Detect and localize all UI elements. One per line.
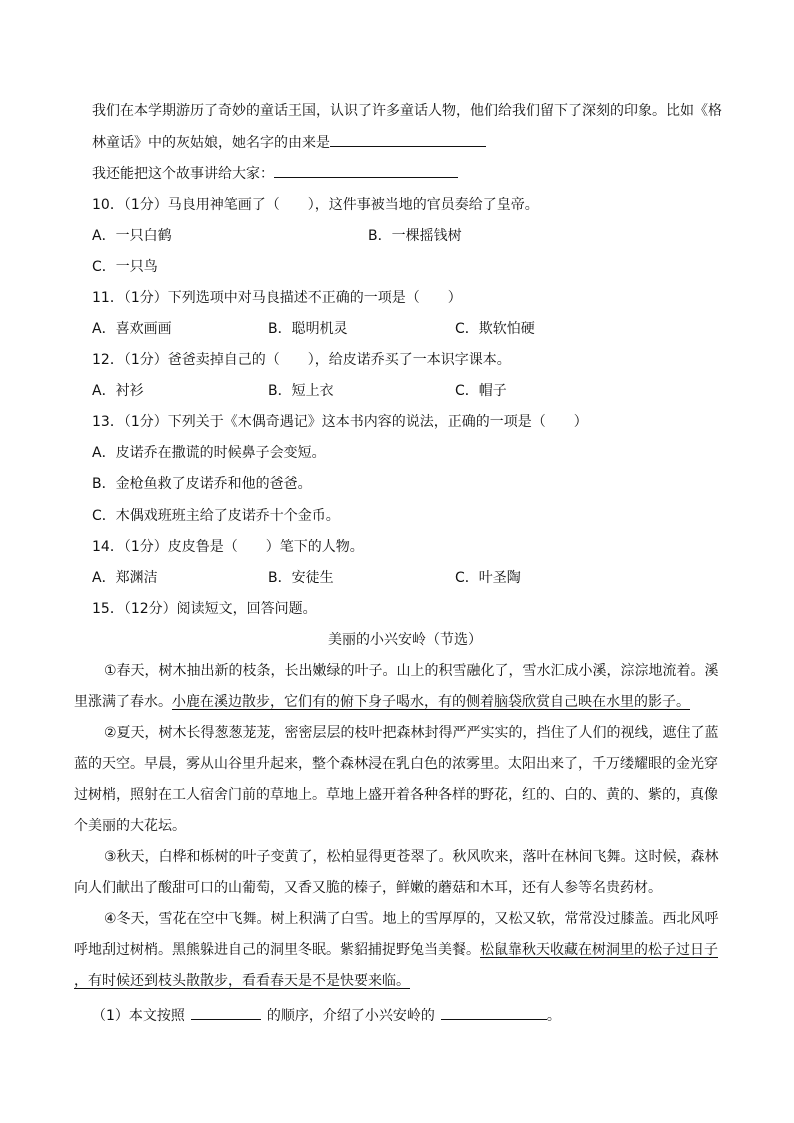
intro-line-2-text: 林童话》中的灰姑娘，她名字的由来是 xyxy=(92,135,330,151)
question-12-option-a: A．衬衫 xyxy=(92,383,144,399)
question-14-option-b: B．安徒生 xyxy=(268,570,334,586)
sub-question-text-b: 的顺序，介绍了小兴安岭的 xyxy=(266,1008,435,1024)
intro-line-3 xyxy=(92,163,458,184)
passage-p2-line-3: 过树梢，照射在工人宿舍门前的草地上。草地上盛开着各种各样的野花，红的、白的、黄的、紫的，真像 xyxy=(74,787,718,803)
question-10-option-c: C．一只鸟 xyxy=(92,259,158,275)
passage-p1-line-1: ①春天，树木抽出新的枝条，长出嫩绿的叶子。山上的积雪融化了，雪水汇成小溪，淙淙地流着。溪 xyxy=(104,663,719,679)
answer-blank xyxy=(191,1005,261,1020)
intro-line-2 xyxy=(92,132,486,153)
passage-title: 美丽的小兴安岭（节选） xyxy=(328,632,482,648)
question-10-option-a: A．一只白鹤 xyxy=(92,228,172,244)
passage-p4-line-2 xyxy=(74,940,718,960)
passage-p4-line-1: ④冬天，雪花在空中飞舞。树上积满了白雪。地上的雪厚厚的，又松又软，常常没过膝盖。西北风呼 xyxy=(104,911,719,927)
answer-blank xyxy=(330,132,486,147)
passage-p1-text: 里涨满了春水。 xyxy=(74,694,172,710)
passage-p2-line-2: 蓝的天空。早晨，雾从山谷里升起来，整个森林浸在乳白色的浓雾里。太阳出来了，千万缕耀眼的金光穿 xyxy=(74,756,718,772)
question-14-option-a: A．郑渊洁 xyxy=(92,570,158,586)
question-13-option-c: C．木偶戏班班主给了皮诺乔十个金币。 xyxy=(92,508,340,524)
question-14-option-c: C．叶圣陶 xyxy=(455,570,521,586)
answer-blank xyxy=(441,1005,547,1020)
passage-p3-line-2: 向人们献出了酸甜可口的山葡萄，又香又脆的榛子，鲜嫩的蘑菇和木耳，还有人参等名贵药材。 xyxy=(74,880,662,896)
question-13-stem: 13．（1分）下列关于《木偶奇遇记》这本书内容的说法，正确的一项是（ ） xyxy=(92,414,588,430)
passage-p4-text: 呼地刮过树梢。黑熊躲进自己的洞里冬眠。紫貂捕捉野兔当美餐。 xyxy=(74,942,480,958)
passage-p1-line-2 xyxy=(74,692,690,712)
question-11-option-a: A．喜欢画画 xyxy=(92,321,172,337)
question-12-option-c: C．帽子 xyxy=(455,383,507,399)
answer-blank xyxy=(274,163,458,178)
question-11-option-b: B．聪明机灵 xyxy=(268,321,348,337)
underlined-sentence: ，有时候还到枝头散散步，看看春天是不是快要来临。 xyxy=(74,973,410,989)
sub-question-1 xyxy=(92,1005,561,1026)
passage-p2-line-1: ②夏天，树木长得葱葱茏茏，密密层层的枝叶把森林封得严严实实的，挡住了人们的视线，遮住了蓝 xyxy=(104,725,719,741)
passage-p4-line-3 xyxy=(74,971,410,991)
intro-line-1: 我们在本学期游历了奇妙的童话王国，认识了许多童话人物，他们给我们留下了深刻的印象。比如《格 xyxy=(92,103,722,119)
question-12-stem: 12．（1分）爸爸卖掉自己的（ ），给皮诺乔买了一本识字课本。 xyxy=(92,352,511,368)
passage-p3-line-1: ③秋天，白桦和栎树的叶子变黄了，松柏显得更苍翠了。秋风吹来，落叶在林间飞舞。这时候，森林 xyxy=(104,849,719,865)
question-10-stem: 10．（1分）马良用神笔画了（ ），这件事被当地的官员奏给了皇帝。 xyxy=(92,197,539,213)
question-15-stem: 15．（12分）阅读短文，回答问题。 xyxy=(92,601,317,617)
underlined-sentence: 小鹿在溪边散步，它们有的俯下身子喝水，有的侧着脑袋欣赏自己映在水里的影子。 xyxy=(172,694,690,710)
question-11-stem: 11．（1分）下列选项中对马良描述不正确的一项是（ ） xyxy=(92,290,462,306)
question-11-option-c: C．欺软怕硬 xyxy=(455,321,535,337)
passage-p2-line-4: 个美丽的大花坛。 xyxy=(74,818,186,834)
question-14-stem: 14．（1分）皮皮鲁是（ ）笔下的人物。 xyxy=(92,539,364,555)
question-12-option-b: B．短上衣 xyxy=(268,383,334,399)
sub-question-text-a: （1）本文按照 xyxy=(92,1008,185,1024)
sub-question-text-c: 。 xyxy=(546,1008,561,1024)
question-10-option-b: B．一棵摇钱树 xyxy=(368,228,462,244)
question-13-option-a: A．皮诺乔在撒谎的时候鼻子会变短。 xyxy=(92,445,326,461)
question-13-option-b: B．金枪鱼救了皮诺乔和他的爸爸。 xyxy=(92,476,312,492)
intro-line-3-text: 我还能把这个故事讲给大家： xyxy=(92,166,274,182)
underlined-sentence: 松鼠靠秋天收藏在树洞里的松子过日子 xyxy=(480,942,718,958)
